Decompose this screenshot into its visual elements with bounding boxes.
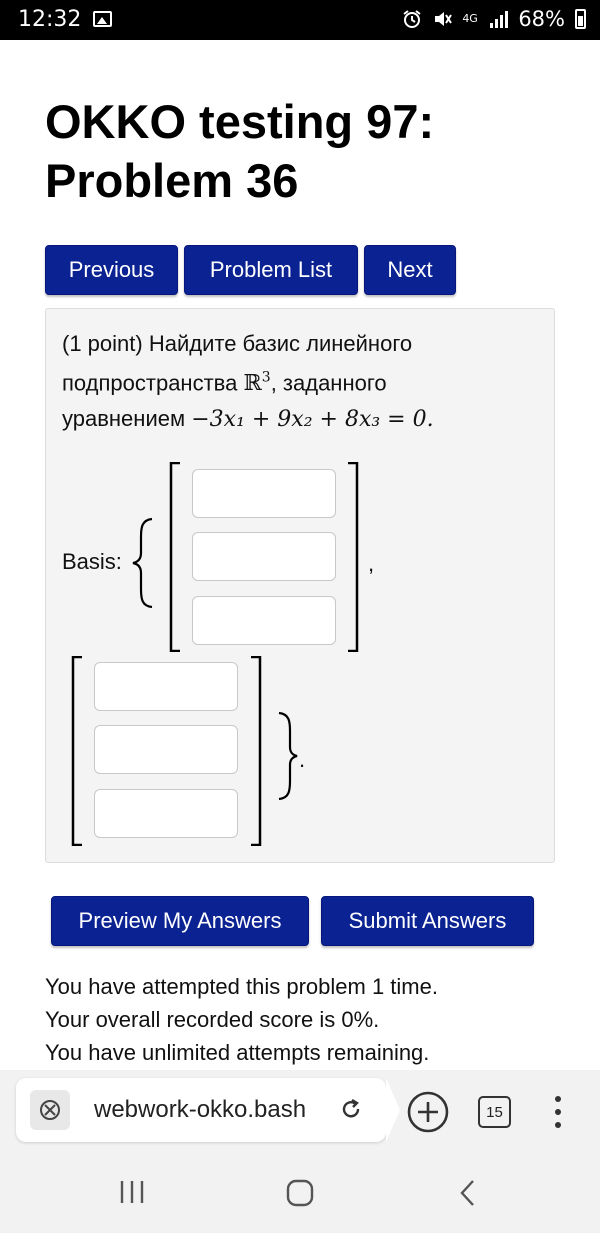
- url-text[interactable]: webwork-okko.bash: [94, 1096, 307, 1123]
- status-bar: [0, 0, 600, 40]
- right-brace-icon: [276, 711, 300, 801]
- browser-toolbar: [0, 1070, 600, 1160]
- equation: −3x₁ + 9x₂ + 8x₃ = 0.: [191, 407, 434, 433]
- problem-points: (1 point): [62, 331, 143, 356]
- tab-count-button[interactable]: 15: [478, 1096, 511, 1128]
- attempt-line: You have attempted this problem 1 time.: [45, 974, 438, 999]
- address-bar[interactable]: [16, 1078, 386, 1142]
- problem-list-button[interactable]: Problem List: [184, 245, 358, 295]
- comma-separator: ,: [368, 551, 375, 576]
- alarm-icon: [402, 9, 422, 29]
- system-nav-bar: [0, 1160, 600, 1233]
- basis-label: Basis:: [62, 549, 122, 574]
- problem-statement: [62, 326, 532, 437]
- preview-answers-button[interactable]: Preview My Answers: [51, 896, 309, 946]
- more-menu-icon[interactable]: [548, 1092, 568, 1132]
- status-icons: [402, 7, 586, 31]
- problem-text-2: подпространства: [62, 370, 238, 396]
- left-brace-icon: [130, 517, 156, 609]
- vector1-left-bracket-icon: [168, 462, 182, 652]
- vector2-right-bracket-icon: [249, 656, 263, 846]
- vector1-right-bracket-icon: [346, 462, 360, 652]
- mute-icon: [432, 9, 452, 29]
- space-symbol: ℝ$^3$: [243, 370, 271, 397]
- next-button[interactable]: Next: [364, 245, 456, 295]
- period: .: [299, 747, 306, 772]
- previous-button[interactable]: Previous: [45, 245, 178, 295]
- reload-icon[interactable]: [338, 1096, 364, 1122]
- battery-percent: 68%: [518, 7, 565, 31]
- answer-input-1-2[interactable]: [192, 532, 336, 581]
- problem-text-4: уравнением: [62, 406, 186, 432]
- answer-input-2-2[interactable]: [94, 725, 238, 774]
- problem-box: [45, 308, 555, 863]
- battery-icon: [575, 9, 586, 29]
- problem-text-1: Найдите базис линейного: [148, 331, 413, 356]
- problem-text-3: , заданного: [270, 370, 387, 396]
- vector2-left-bracket-icon: [70, 656, 84, 846]
- answer-input-2-3[interactable]: [94, 789, 238, 838]
- score-line: Your overall recorded score is 0%.: [45, 1007, 380, 1032]
- back-icon[interactable]: [456, 1177, 480, 1209]
- page-title: OKKO testing 97: Problem 36: [45, 95, 435, 207]
- answer-input-1-3[interactable]: [192, 596, 336, 645]
- network-type: 4G: [462, 12, 478, 25]
- submit-answers-button[interactable]: Submit Answers: [321, 896, 534, 946]
- answer-input-2-1[interactable]: [94, 662, 238, 711]
- new-tab-icon[interactable]: [406, 1090, 450, 1134]
- home-icon[interactable]: [284, 1177, 316, 1209]
- signal-icon: [488, 9, 508, 29]
- image-notification-icon: [93, 11, 112, 27]
- clock: 12:32: [18, 7, 82, 32]
- answer-input-1-1[interactable]: [192, 469, 336, 518]
- remaining-line: You have unlimited attempts remaining.: [45, 1040, 430, 1065]
- attempt-info: [45, 970, 438, 1069]
- site-info-icon[interactable]: [30, 1090, 70, 1130]
- recent-apps-icon[interactable]: [117, 1178, 147, 1206]
